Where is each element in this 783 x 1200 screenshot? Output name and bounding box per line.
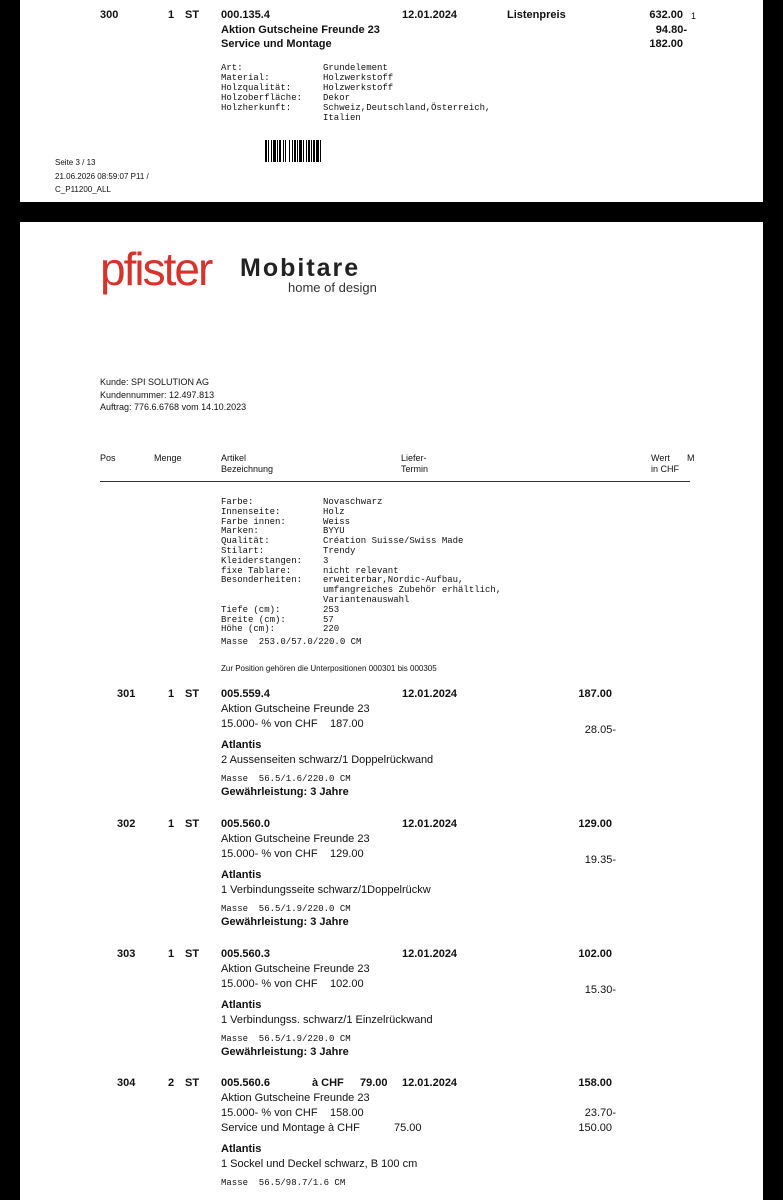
property-key: Holzoberfläche: <box>221 93 303 103</box>
column-m: M <box>687 453 695 463</box>
item-value-marker: 1 <box>691 11 697 21</box>
item-promo: Aktion Gutscheine Freunde 23 <box>221 1092 370 1104</box>
item-article: 005.559.4 <box>221 688 270 700</box>
item-date: 12.01.2024 <box>402 1077 458 1089</box>
customer-number: Kundennummer: 12.497.813 <box>100 390 215 400</box>
item-pos: 303 <box>117 948 136 960</box>
item-date: 12.01.2024 <box>402 688 458 700</box>
item-discount-base: 129.00 <box>330 848 364 860</box>
item-description: 1 Verbindungss. schwarz/1 Einzelrückwand <box>221 1014 433 1026</box>
item-description: 1 Verbindungsseite schwarz/1Doppelrückw <box>221 884 431 896</box>
column-artikel: Artikel <box>221 453 247 463</box>
property-key: Art: <box>221 63 243 73</box>
property-value: 3 <box>323 555 329 566</box>
item-description: 1 Sockel und Deckel schwarz, B 100 cm <box>221 1158 418 1170</box>
property-value: Weiss <box>323 516 351 527</box>
item-discount-value: 28.05- <box>584 724 616 736</box>
item-pos: 301 <box>117 688 136 700</box>
property-value: Dekor <box>323 93 351 103</box>
item-value: 187.00 <box>578 688 612 700</box>
item-description: 2 Aussenseiten schwarz/1 Doppelrückwand <box>221 754 434 766</box>
property-key: Farbe innen: <box>221 516 286 527</box>
item-promo: Aktion Gutscheine Freunde 23 <box>221 833 370 845</box>
property-key: Qualität: <box>221 536 270 547</box>
item-pos: 304 <box>117 1077 136 1089</box>
item-warranty: Gewährleistung: 3 Jahre <box>221 786 349 798</box>
property-key: Material: <box>221 73 270 83</box>
property-key: Holzqualität: <box>221 83 292 93</box>
column-termin: Termin <box>401 464 429 474</box>
item-discount-text: 15.000- % von CHF <box>221 978 318 990</box>
property-value: erweiterbar,Nordic-Aufbau, <box>323 575 464 586</box>
item-promo: Aktion Gutscheine Freunde 23 <box>221 24 380 36</box>
item-discount-value: 15.30- <box>584 984 616 996</box>
property-key: Stilart: <box>221 546 265 556</box>
order-number: Auftrag: 776.6.6768 vom 14.10.2023 <box>100 402 247 412</box>
item-discount-text: 15.000- % von CHF <box>221 718 318 730</box>
subposition-note: Zur Position gehören die Unterpositionen 000301 bis 000305 <box>221 664 437 673</box>
property-value: 220 <box>323 624 340 635</box>
property-value: umfangreiches Zubehör erhältlich, <box>323 585 502 596</box>
dimensions: Masse 253.0/57.0/220.0 CM <box>221 637 362 647</box>
property-value: 57 <box>323 614 334 625</box>
item-service-value: 150.00 <box>578 1122 612 1134</box>
mobitare-logo: Mobitare <box>240 254 361 282</box>
item-unit: ST <box>185 688 200 700</box>
item-dimensions: Masse 56.5/1.6/220.0 CM <box>221 774 351 784</box>
property-value: Italien <box>323 113 361 123</box>
property-key: Farbe: <box>221 497 254 507</box>
item-unit: ST <box>185 818 200 830</box>
item-discount-base: 102.00 <box>330 978 364 990</box>
item-model: Atlantis <box>221 869 262 881</box>
item-service-text: Service und Montage à CHF <box>221 1122 360 1134</box>
item-service-value: 182.00 <box>649 38 683 50</box>
property-key: Besonderheiten: <box>221 575 303 586</box>
item-service: Service und Montage <box>221 38 332 50</box>
column-pos: Pos <box>100 453 116 463</box>
item-price-label: Listenpreis <box>507 9 566 21</box>
item-article: 000.135.4 <box>221 9 270 21</box>
item-discount-base: 158.00 <box>330 1107 364 1119</box>
item-article: 005.560.0 <box>221 818 270 830</box>
barcode <box>265 140 339 162</box>
property-value: nicht relevant <box>323 565 399 576</box>
item-unit-price: 79.00 <box>360 1077 388 1089</box>
logo-tagline: home of design <box>288 280 377 295</box>
property-value: Grundelement <box>323 63 388 73</box>
item-value: 129.00 <box>578 818 612 830</box>
item-discount-text: 15.000- % von CHF <box>221 848 318 860</box>
item-qty: 1 <box>168 948 175 960</box>
item-pos: 300 <box>100 9 119 21</box>
item-unit: ST <box>185 948 200 960</box>
item-dimensions: Masse 56.5/1.9/220.0 CM <box>221 1034 351 1044</box>
item-qty: 1 <box>168 688 175 700</box>
pfister-logo: pfister <box>100 243 212 295</box>
item-qty: 2 <box>168 1077 175 1089</box>
property-key: fixe Tablare: <box>221 565 292 576</box>
item-qty: 1 <box>168 818 175 830</box>
item-discount-base: 187.00 <box>330 718 364 730</box>
property-value: Holzwerkstoff <box>323 83 394 93</box>
property-value: Création Suisse/Swiss Made <box>323 536 464 547</box>
item-qty: 1 <box>168 9 175 21</box>
property-key: Höhe (cm): <box>221 624 276 635</box>
property-value: Variantenauswahl <box>323 595 410 605</box>
print-timestamp: 21.06.2026 08:59:07 P11 / <box>55 172 149 181</box>
property-value: Trendy <box>323 546 356 556</box>
item-dimensions: Masse 56.5/1.9/220.0 CM <box>221 904 351 914</box>
property-key: Holzherkunft: <box>221 103 292 113</box>
property-key: Tiefe (cm): <box>221 604 281 615</box>
item-value: 158.00 <box>578 1077 612 1089</box>
property-value: Schweiz,Deutschland,Österreich, <box>323 103 491 113</box>
item-warranty: Gewährleistung: 3 Jahre <box>221 1046 349 1058</box>
property-value: Holz <box>323 506 345 517</box>
document-page-4 <box>20 222 763 1200</box>
document-page-3 <box>20 0 763 202</box>
item-service-price: 75.00 <box>394 1122 422 1134</box>
customer-name: Kunde: SPI SOLUTION AG <box>100 377 210 387</box>
column-menge: Menge <box>154 453 182 463</box>
property-value: Novaschwarz <box>323 497 383 507</box>
item-date: 12.01.2024 <box>402 9 458 21</box>
item-discount-value: 19.35- <box>584 854 616 866</box>
item-unit: ST <box>185 9 200 21</box>
property-key: Breite (cm): <box>221 614 286 625</box>
item-value: 632.00 <box>649 9 683 21</box>
property-value: 253 <box>323 604 340 615</box>
property-value: Holzwerkstoff <box>323 73 394 83</box>
item-pos: 302 <box>117 818 136 830</box>
item-model: Atlantis <box>221 1143 262 1155</box>
item-discount: 94.80- <box>655 24 687 36</box>
item-warranty: Gewährleistung: 3 Jahre <box>221 916 349 928</box>
item-dimensions: Masse 56.5/98.7/1.6 CM <box>221 1178 346 1188</box>
document-code: C_P11200_ALL <box>55 185 111 194</box>
column-wert: Wert <box>651 453 670 463</box>
property-key: Marken: <box>221 526 259 537</box>
column-liefer: Liefer- <box>401 453 427 463</box>
item-date: 12.01.2024 <box>402 818 458 830</box>
item-promo: Aktion Gutscheine Freunde 23 <box>221 963 370 975</box>
column-bezeichnung: Bezeichnung <box>221 464 274 474</box>
item-model: Atlantis <box>221 739 262 751</box>
item-discount-text: 15.000- % von CHF <box>221 1107 318 1119</box>
item-unit: ST <box>185 1077 200 1089</box>
property-value: BYYU <box>323 526 345 537</box>
item-unit-price-label: à CHF <box>312 1077 344 1089</box>
page-number: Seite 3 / 13 <box>55 158 96 167</box>
item-article: 005.560.3 <box>221 948 270 960</box>
item-article: 005.560.6 <box>221 1077 270 1089</box>
item-model: Atlantis <box>221 999 262 1011</box>
column-chf: in CHF <box>651 464 680 474</box>
header-divider <box>100 481 690 482</box>
item-promo: Aktion Gutscheine Freunde 23 <box>221 703 370 715</box>
item-discount-value: 23.70- <box>584 1107 616 1119</box>
item-value: 102.00 <box>578 948 612 960</box>
property-key: Innenseite: <box>221 506 281 517</box>
item-date: 12.01.2024 <box>402 948 458 960</box>
property-key: Kleiderstangen: <box>221 555 303 566</box>
